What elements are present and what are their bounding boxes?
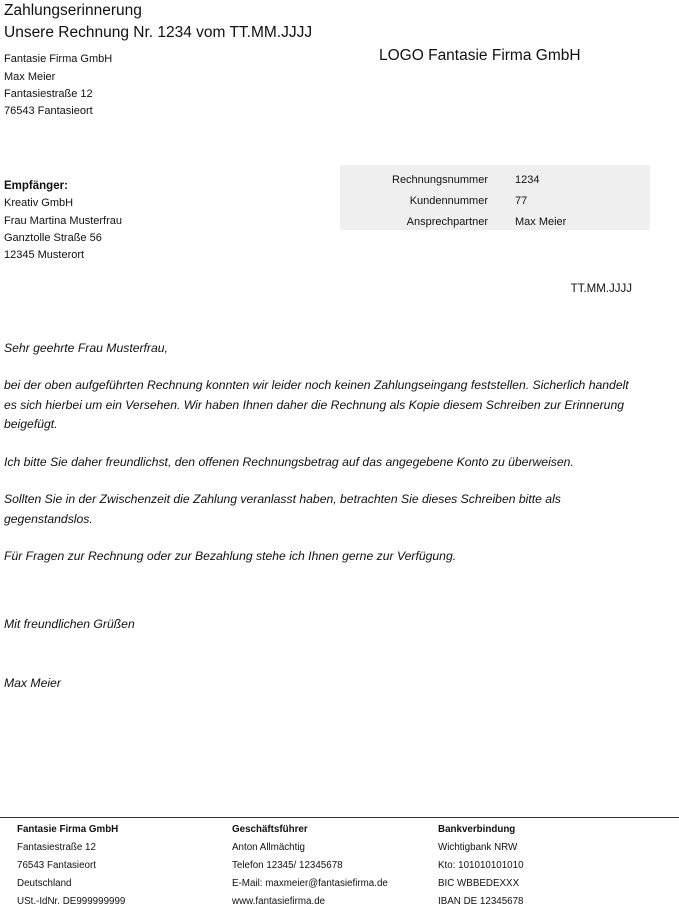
footer-line: 76543 Fantasieort: [17, 859, 96, 871]
document-subtitle: Unsere Rechnung Nr. 1234 vom TT.MM.JJJJ: [4, 24, 313, 41]
recipient-city: 12345 Musterort: [4, 249, 85, 262]
info-label: Ansprechpartner: [406, 216, 488, 228]
footer-divider: [0, 817, 679, 818]
info-value: Max Meier: [515, 216, 567, 228]
recipient-name: Frau Martina Musterfrau: [4, 214, 122, 227]
info-row-invoice-number: [340, 170, 650, 190]
letter-date: TT.MM.JJJJ: [570, 283, 632, 295]
info-value: 77: [515, 195, 528, 207]
footer-line: Anton Allmächtig: [232, 841, 305, 853]
footer-line: BIC WBBEDEXXX: [438, 877, 520, 889]
footer-line: www.fantasiefirma.de: [232, 895, 326, 907]
invoice-info-box: [340, 165, 650, 230]
footer-line: Telefon 12345/ 12345678: [232, 859, 343, 871]
sender-street: Fantasiestraße 12: [4, 88, 93, 100]
signature-name: Max Meier: [4, 676, 61, 690]
footer-line: IBAN DE 12345678: [438, 895, 524, 907]
footer-line: Wichtigbank NRW: [438, 841, 518, 853]
footer-line: E-Mail: maxmeier@fantasiefirma.de: [232, 877, 388, 889]
footer-line: Fantasiestraße 12: [17, 841, 96, 853]
footer-line: Kto: 101010101010: [438, 859, 524, 871]
recipient-company: Kreativ GmbH: [4, 197, 74, 210]
info-value: 1234: [515, 174, 540, 186]
document-title: Zahlungserinnerung: [4, 2, 142, 19]
footer-heading: Fantasie Firma GmbH: [17, 824, 119, 835]
recipient-label: Empfänger:: [4, 180, 68, 192]
recipient-address: [4, 178, 122, 264]
footer-heading: Bankverbindung: [438, 824, 516, 835]
info-row-customer-number: [340, 191, 650, 211]
footer-bank-column: [438, 821, 524, 911]
recipient-street: Ganztolle Straße 56: [4, 231, 102, 244]
footer-line: Deutschland: [17, 877, 72, 889]
footer-heading: Geschäftsführer: [232, 824, 308, 835]
paragraph: Für Fragen zur Rechnung oder zur Bezahlung stehe ich Ihnen gerne zur Verfügung.: [4, 549, 457, 563]
footer-company-column: [17, 821, 125, 911]
footer-line: USt.-IdNr. DE999999999: [17, 895, 126, 907]
paragraph: Sollten Sie in der Zwischenzeit die Zahlung veranlasst haben, betrachten Sie dieses Schreiben bitte als gegenstandslos.: [4, 492, 561, 526]
info-label: Kundennummer: [409, 195, 488, 207]
sender-city: 76543 Fantasieort: [4, 105, 93, 117]
sender-address: [4, 51, 112, 120]
paragraph: Ich bitte Sie daher freundlichst, den offenen Rechnungsbetrag auf das angegebene Konto zu überweisen.: [4, 455, 574, 469]
paragraph: bei der oben aufgeführten Rechnung konnten wir leider noch keinen Zahlungseingang feststellen. Sicherlich handelt es sich hierbei um ein Versehen. Wir haben Ihnen daher die Rechnung als Kopie diesem Schreiben zur Erinnerung beigefügt.: [4, 378, 629, 431]
sender-company: Fantasie Firma GmbH: [4, 53, 113, 65]
sender-name: Max Meier: [4, 71, 56, 83]
company-logo-text: LOGO Fantasie Firma GmbH: [379, 47, 581, 64]
salutation: Sehr geehrte Frau Musterfrau,: [4, 341, 168, 355]
closing: Mit freundlichen Grüßen: [4, 617, 135, 631]
info-row-contact-person: [340, 212, 650, 232]
footer-management-column: [232, 821, 388, 911]
info-label: Rechnungsnummer: [392, 174, 488, 186]
